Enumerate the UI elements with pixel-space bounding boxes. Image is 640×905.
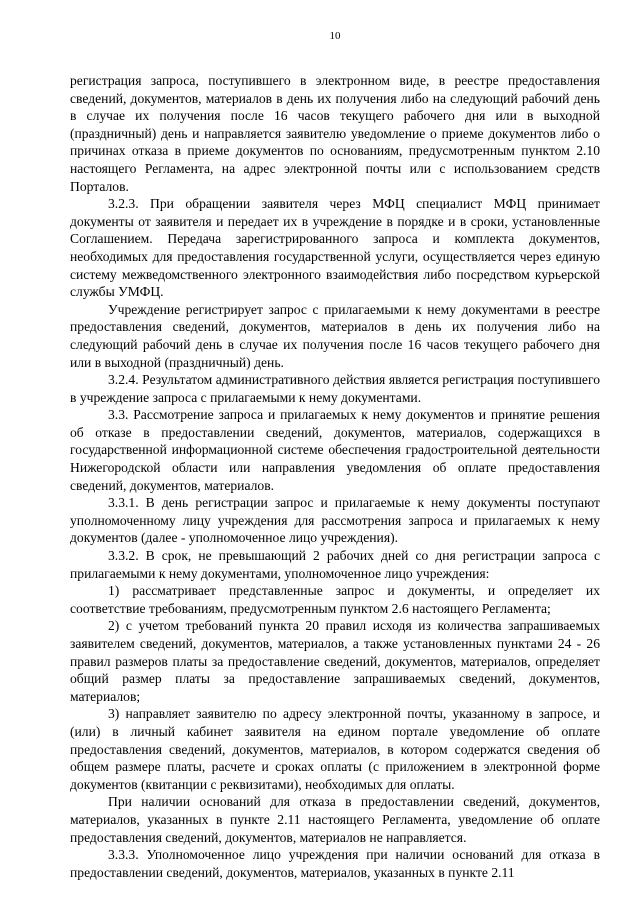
list-item-1: 1) рассматривает представленные запрос и документы, и определяет их соответствие требованиям, предусмотренным пунктом 2.6 настоящего Регламента; (70, 583, 600, 616)
paragraph-3-3-1: 3.3.1. В день регистрации запрос и прилагаемые к нему документы поступают уполномоченному лицу учреждения для рассмотрения запроса и прилагаемых к нему документов (далее - уполномоченное лицо учреждения). (70, 495, 600, 546)
list-item-2: 2) с учетом требований пункта 20 правил исходя из количества запрашиваемых заявителем сведений, документов, материалов, а также установленных пунктами 24 - 26 правил размеров платы за предоставление сведений, документов, материалов, определяет общий размер платы за предоставление запрашиваемых сведений, документов, материалов; (70, 618, 600, 704)
paragraph-3-3-3: 3.3.3. Уполномоченное лицо учреждения при наличии оснований для отказа в предоставлении сведений, документов, материалов, указанных в пункте 2.11 (70, 847, 600, 880)
paragraph-registration-electronic: регистрация запроса, поступившего в электронном виде, в реестре предоставления сведений, документов, материалов в день их получения либо на следующий рабочий день в случае их получения после 16 часов текущего рабочего дня или в выходной (праздничный) день и направляется заявителю уведомление о приеме документов либо о причинах отказа в приеме документов по основаниям, предусмотренным пунктом 2.10 настоящего Регламента, на адрес электронной почты или с использованием средств Порталов. (70, 73, 600, 194)
paragraph-3-3: 3.3. Рассмотрение запроса и прилагаемых к нему документов и принятие решения об отказе в предоставлении сведений, документов, материалов, содержащихся в государственной информационной системе обеспечения градостроительной деятельности Нижегородской области или направления уведомления об оплате предоставления сведений, документов, материалов. (70, 407, 600, 493)
paragraph-institution-registers: Учреждение регистрирует запрос с прилагаемыми к нему документами в реестре предоставления сведений, документов, материалов в день их получения либо на следующий рабочий день в случае их получения после 16 часов текущего рабочего дня или в выходной (праздничный) день. (70, 301, 600, 370)
paragraph-3-2-3: 3.2.3. При обращении заявителя через МФЦ специалист МФЦ принимает документы от заявителя и передает их в учреждение в порядке и в сроки, установленные Соглашением. Передача зарегистрированного запроса и комплекта документов, необходимых для предоставления государственной услуги, осуществляется через единую систему межведомственного электронного взаимодействия либо посредством курьерской службы УМФЦ. (70, 196, 600, 300)
paragraph-3-2-4: 3.2.4. Результатом административного действия является регистрация поступившего в учреждение запроса с прилагаемыми к нему документами. (70, 372, 600, 405)
paragraph-3-3-2: 3.3.2. В срок, не превышающий 2 рабочих дней со дня регистрации запроса с прилагаемыми к нему документами, уполномоченное лицо учреждения: (70, 548, 600, 581)
list-item-3: 3) направляет заявителю по адресу электронной почты, указанному в запросе, и (или) в личный кабинет заявителя на едином портале уведомление об оплате предоставления сведений, документов, материалов, в котором содержатся сведения об общем размере платы, расчете и сроках оплаты (с приложением в электронной форме документов (квитанции с реквизитами), необходимых для оплаты. (70, 706, 600, 792)
paragraph-refusal-grounds: При наличии оснований для отказа в предоставлении сведений, документов, материалов, указанных в пункте 2.11 настоящего Регламента, уведомление об оплате предоставления сведений, документов, материалов не направляется. (70, 794, 600, 845)
page-number: 10 (329, 30, 341, 42)
